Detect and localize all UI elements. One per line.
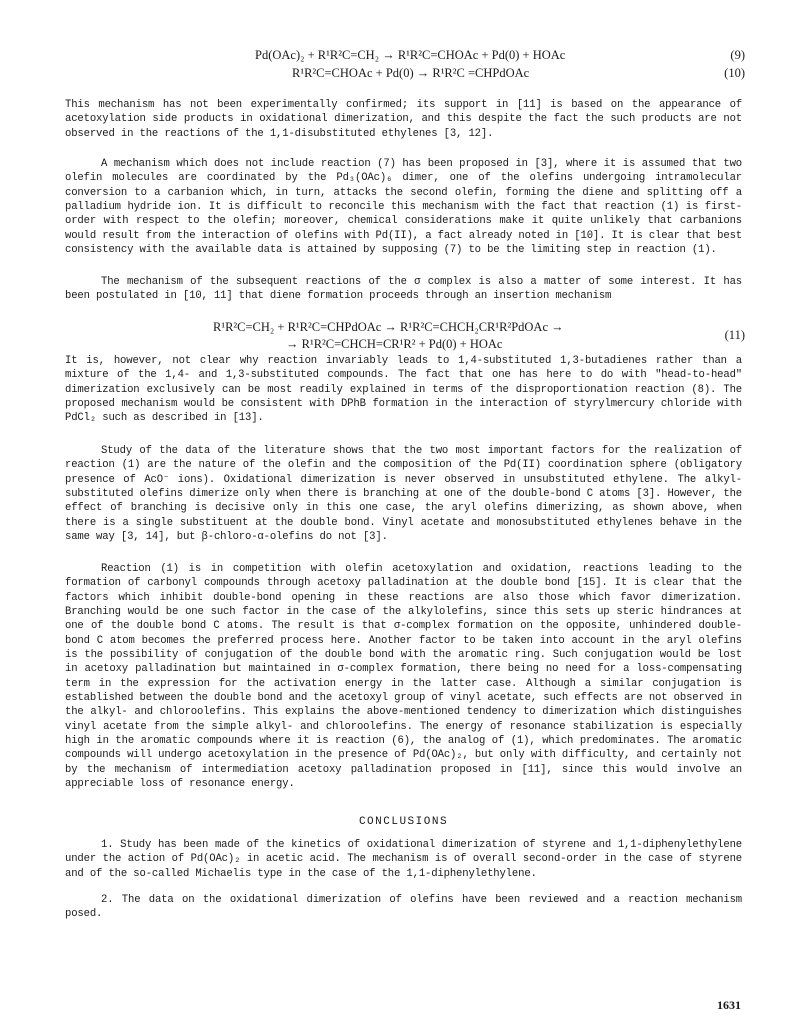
equation-11-line-2 — [0, 337, 807, 354]
page-number: 1631 — [717, 998, 741, 1012]
equation-11-formula-line-1: R¹R²C=CH₂ + R¹R²C=CHPdOAc → R¹R²C=CHCH₂CR¹R²PdOAc → — [213, 320, 564, 334]
equation-10-number: (10) — [724, 66, 745, 80]
equation-9-number: (9) — [730, 48, 745, 62]
conclusion-item-2: 2. The data on the oxidational dimerization of olefins have been reviewed and a reaction mechanism posed. — [65, 894, 742, 921]
equation-11-formula-line-2: → R¹R²C=CHCH=CR¹R² + Pd(0) + HOAc — [286, 337, 503, 351]
paragraph-4: It is, however, not clear why reaction invariably leads to 1,4-substituted 1,3-butadienes rather than a mixture of the 1,4- and 1,3-substituted compounds. The fact that one has here to do with "head-to-head" dimerization exclusively can be most readily explained in terms of the disproportionation reaction (8). The proposed mechanism would be consistent with DPhB formation in the interaction of styrylmercury chloride with PdCl₂ such as described in [13]. — [65, 355, 742, 425]
paragraph-5: Study of the data of the literature shows that the two most important factors for the realization of reaction (1) are the nature of the olefin and the composition of the Pd(II) coordination sphere (obligatory presence of AcO⁻ ions). Oxidational dimerization is never observed in unsubstituted ethylene. The alkyl-substituted olefins dimerize only when there is branching at one of the double-bond C atoms [3]. However, the effect of branching is decisive only in this one case, the aryl olefins dimerizing, as shown above, when there is a single substituent at the double bond. Vinyl acetate and monosubstituted ethylenes behave in the same way [3, 14], but β-chloro-α-olefins do not [3]. — [65, 445, 742, 544]
paragraph-1: This mechanism has not been experimentally confirmed; its support in [11] is based on the appearance of acetoxylation side products in oxidational dimerization, and this despite the fact the such products are not observed in the reactions of the 1,1-disubstituted ethylenes [3, 12]. — [65, 99, 742, 140]
paragraph-2: A mechanism which does not include reaction (7) has been proposed in [3], where it is assumed that two olefin molecules are coordinated by the Pd₃(OAc)₆ dimer, one of the olefins undergoing intramolecular conversion to a carbanion which, in turn, attacks the second olefin, forming the diene and splitting off a palladium hydride ion. It is difficult to reconcile this mechanism with the fact that reaction (1) is first-order with respect to the olefin; moreover, chemical considerations make it quite unlikely that carbanions would result from the interaction of olefins with Pd(II), a fact already noted in [10]. It is clear that best consistency with the available data is attained by supposing (7) to be the limiting step in reaction (1). — [65, 158, 742, 257]
equation-11-number: (11) — [724, 328, 745, 342]
equation-block-top — [0, 48, 807, 84]
equation-11 — [0, 320, 807, 354]
equation-11-line-1 — [0, 320, 807, 342]
equation-9-formula: Pd(OAc)₂ + R¹R²C=CH₂ → R¹R²C=CHOAc + Pd(0) + HOAc — [255, 48, 566, 62]
equation-10 — [0, 66, 807, 84]
conclusions-heading: CONCLUSIONS — [358, 816, 449, 828]
paragraph-6: Reaction (1) is in competition with olefin acetoxylation and oxidation, reactions leading to the formation of carbonyl compounds through acetoxy palladination at the double bond [15]. It is clear that the factors which inhibit double-bond opening in these reactions are also those which favor dimerization. Branching would be one such factor in the case of the alkylolefins, since this sets up steric hindrances at one of the double bond C atoms. The result is that σ-complex formation on the opposite, unhindered double-bond C atom becomes the preferred process here. Another factor to be taken into account in the aryl olefins is the possibility of conjugation of the double bond with the aromatic ring. Such conjugation would be lost in acetoxy palladination but maintained in σ-complex formation, there being no need for a loss-compensating term in the expression for the activation energy in the latter case. Although a similar conjugation is established between the double bond and the acetoxyl group of vinyl acetate, such effects are not observed in the alkyl- and chloroolefins. This explains the above-mentioned tendency to dimerization which distinguishes vinyl acetate from the simple alkyl- and chloroolefins. The energy of resonance stabilization is especially high in the aromatic compounds where it is reaction (6), the analog of (1), which predominates. The aromatic compounds will undergo acetoxylation in the presence of Pd(OAc)₂, but only with difficulty, and certainly not by the mechanism of intermediation acetoxy palladination proposed in [11], since this would involve an appreciable loss of resonance energy. — [65, 563, 742, 791]
equation-9 — [0, 48, 807, 66]
conclusion-item-1: 1. Study has been made of the kinetics of oxidational dimerization of styrene and 1,1-diphenylethylene under the action of Pd(OAc)₂ in acetic acid. The mechanism is of overall second-order in the case of styrene and of the so-called Michaelis type in the case of the 1,1-diphenylethylene. — [65, 839, 742, 880]
equation-10-formula: R¹R²C=CHOAc + Pd(0) → R¹R²C =CHPdOAc — [292, 66, 530, 80]
paragraph-3: The mechanism of the subsequent reactions of the σ complex is also a matter of some interest. It has been postulated in [10, 11] that diene formation proceeds through an insertion mechanism — [65, 276, 742, 303]
